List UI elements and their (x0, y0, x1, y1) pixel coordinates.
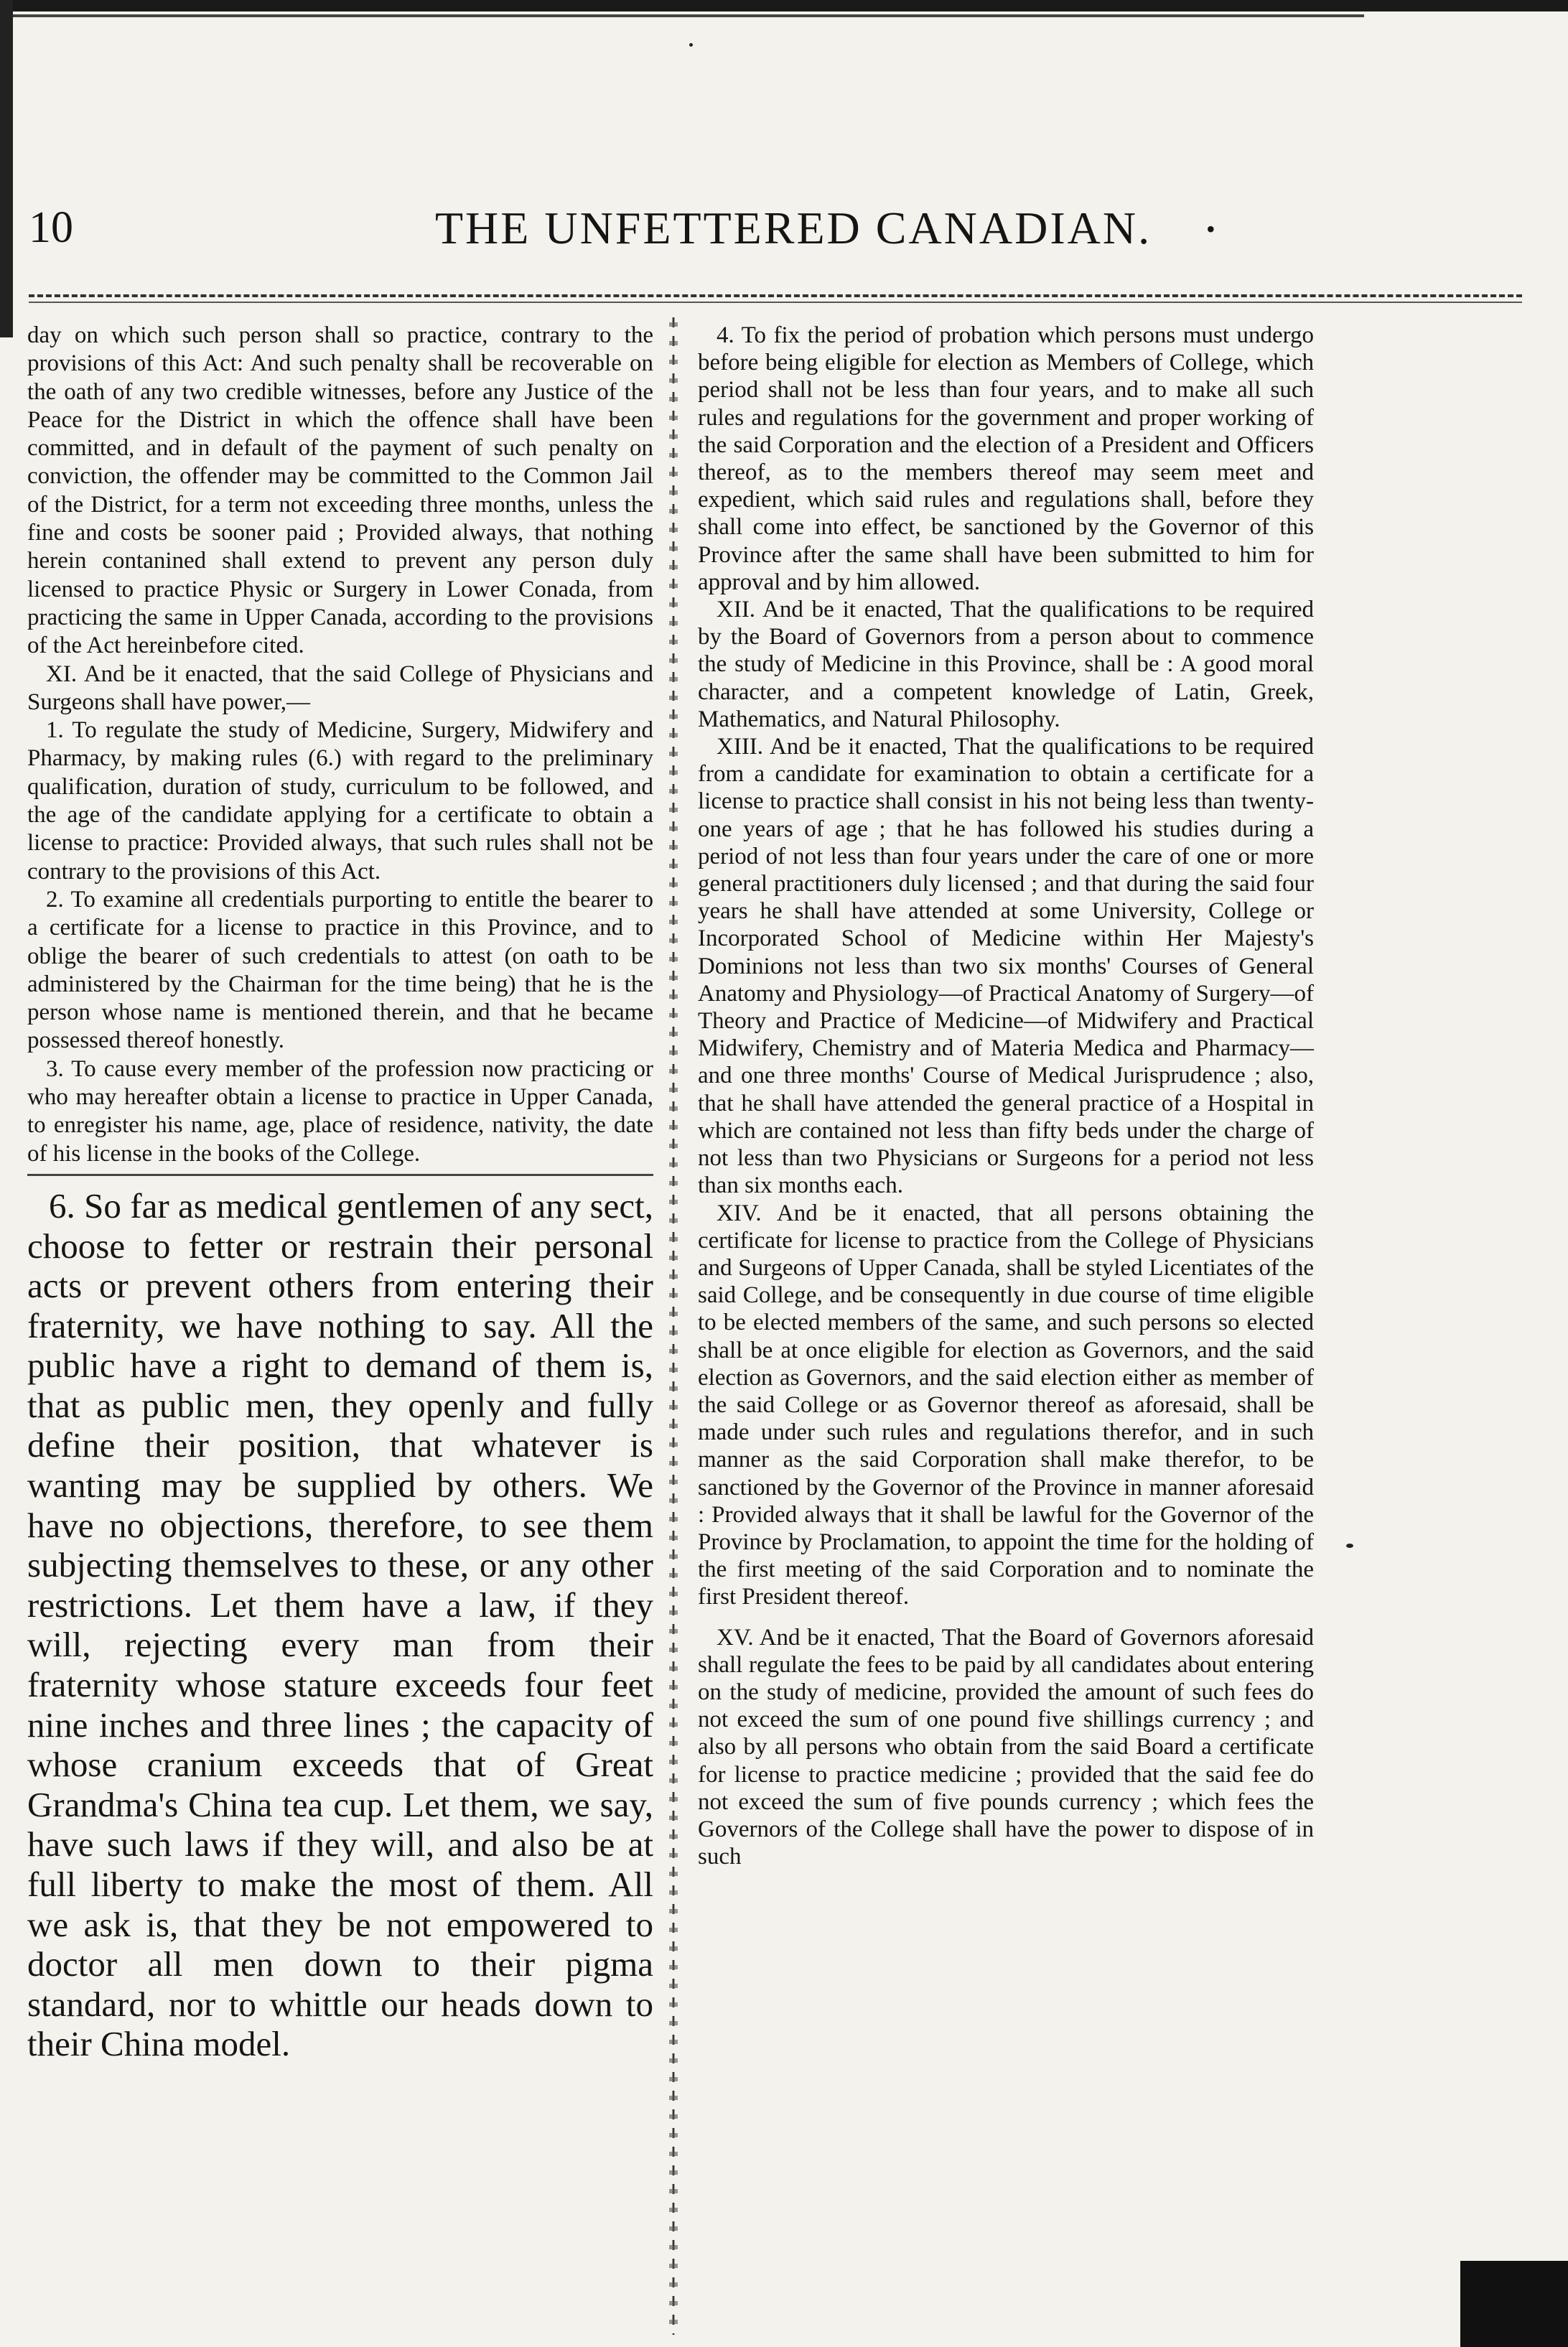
legal-clause-4: 4. To fix the period of probation which persons must undergo before being eligible for election as Members of College, which period shall not be less than four years, and to make all such rules and regulations for the government and proper working of the said Corporation and the election of a President and Officers thereof, as to the members thereof may seem meet and expedient, which said rules and regulations shall, before they shall come into effect, be sanctioned by the Governor of this Province after the same shall have been submitted to him for approval and by him allowed. (698, 322, 1314, 595)
header-rule (29, 294, 1522, 297)
editorial-note-6: 6. So far as medical gentlemen of any sect, choose to fetter or restrain their personal acts or prevent others from entering their fraternity, we have nothing to say. All the public have a right to demand of them is, that as public men, they openly and fully define their position, that whatever is wanting may be supplied by others. We have no objections, therefore, to see them subjecting themselves to these, or any other restrictions. Let them have a law, if they will, rejecting every man from their fraternity whose stature exceeds four feet nine inches and three lines ; the capacity of whose cranium exceeds that of Great Grandma's China tea cup. Let them, we say, have such laws if they will, and also be at full liberty to make the most of them. All we ask is, that they be not empowered to doctor all men down to their pigma standard, nor to whittle our heads down to their China model. (27, 1185, 653, 2064)
page-top-border-shadow (0, 14, 1364, 17)
left-column (27, 322, 653, 2064)
legal-section-xi: XI. And be it enacted, that the said College of Physicians and Surgeons shall have power,— (27, 661, 653, 715)
legal-clause-1: 1. To regulate the study of Medicine, Surgery, Midwifery and Pharmacy, by making rules (6.) with regard to the preliminary qualification, duration of study, curriculum to be followed, and the age of the candidate applying for a certificate to obtain a license to practice: Provided always, that such rules shall not be contrary to the provisions of this Act. (27, 717, 653, 885)
page-binding-edge (0, 0, 22, 337)
header-rule-thin (29, 302, 1522, 303)
legal-clause-3: 3. To cause every member of the profession now practicing or who may hereafter obtain a license to practice in Upper Canada, to enregister his name, age, place of residence, nativity, the date of his license in the books of the College. (27, 1055, 653, 1167)
legal-clause-2: 2. To examine all credentials purporting to entitle the bearer to a certificate for a license to practice in this Province, and to oblige the bearer of such credentials to attest (on oath to be administered by the Chairman for the time being) that he is the person whose name is mentioned therein, and that he became possessed thereof honestly. (27, 886, 653, 1054)
legal-section-xiii: XIII. And be it enacted, That the qualifications to be required from a candidate for examination to obtain a certificate for a license to practice shall consist in his not being less than twenty-one years of age ; that he has followed his studies during a period of not less than four years under the care of one or more general practitioners duly licensed ; and that during the said four years he shall have attended at some University, College or Incorporated School of Medicine within Her Majesty's Dominions not less than two six months' Courses of General Anatomy and Physiology—of Practical Anatomy of Surgery—of Theory and Practice of Medicine—of Midwifery and Practical Midwifery, Chemistry and of Materia Medica and Pharmacy—and one three months' Course of Medical Jurisprudence ; also, that he shall have attended the general practice of a Hospital in which are contained not less than fifty beds under the charge of not less than two Physicians or Surgeons for a period not less than six months each. (698, 734, 1314, 1199)
printer-mark: • (1206, 215, 1215, 243)
ink-speck (689, 43, 693, 47)
ink-speck (1346, 1544, 1353, 1548)
page-corner-shadow (1460, 2261, 1568, 2347)
page-top-border (0, 0, 1568, 11)
running-title: THE UNFETTERED CANADIAN. (434, 202, 1152, 253)
right-column (698, 322, 1314, 1870)
legal-paragraph: day on which such person shall so practice, contrary to the provisions of this Act: And such penalty shall be recoverable on the oath of any two credible witnesses, before any Justice of the Peace for the District in which the offence shall have been committed, and in default of the payment of such penalty on conviction, the offender may be committed to the Common Jail of the District, for a term not exceeding three months, unless the fine and costs be sooner paid ; Provided always, that nothing herein contanined shall extend to prevent any person duly licensed to practice Physic or Surgery in Lower Conada, from practicing the same in Upper Canada, according to the provisions of the Act hereinbefore cited. (27, 322, 653, 659)
page-number: 10 (29, 203, 73, 252)
page-header (29, 192, 1515, 271)
column-divider-wave (669, 317, 678, 2335)
legal-section-xii: XII. And be it enacted, That the qualifications to be required by the Board of Governors from a person about to commence the study of Medicine in this Province, shall be : A good moral character, and a competent knowledge of Latin, Greek, Mathematics, and Natural Philosophy. (698, 597, 1314, 732)
essay-separator (27, 1174, 653, 1176)
legal-section-xv: XV. And be it enacted, That the Board of Governors aforesaid shall regulate the fees to be paid by all candidates about entering on the study of medicine, provided the amount of such fees do not exceed the sum of one pound five shillings currency ; and also by all persons who obtain from the said Board a certificate for license to practice medicine ; provided that the said fee do not exceed the sum of five pounds currency ; which fees the Governors of the College shall have the power to dispose of in such (698, 1624, 1314, 1870)
legal-section-xiv: XIV. And be it enacted, that all persons obtaining the certificate for license to practice from the College of Physicians and Surgeons of Upper Canada, shall be styled Licentiates of the said College, and be consequently in due course of time eligible to be elected members of the same, and such persons so elected shall be at once eligible for election as Governors, and the said election as Governors, and the said election either as member of the said College or as Governor thereof as aforesaid, shall be made under such rules and regulations therefor, and in such manner as the said Corporation shall make therefor, to be sanctioned by the Governor of the Province in manner aforesaid : Provided always that it shall be lawful for the Governor of the Province by Proclamation, to appoint the time for the holding of the first meeting of the said Corporation and to nominate the first President thereof. (698, 1200, 1314, 1610)
